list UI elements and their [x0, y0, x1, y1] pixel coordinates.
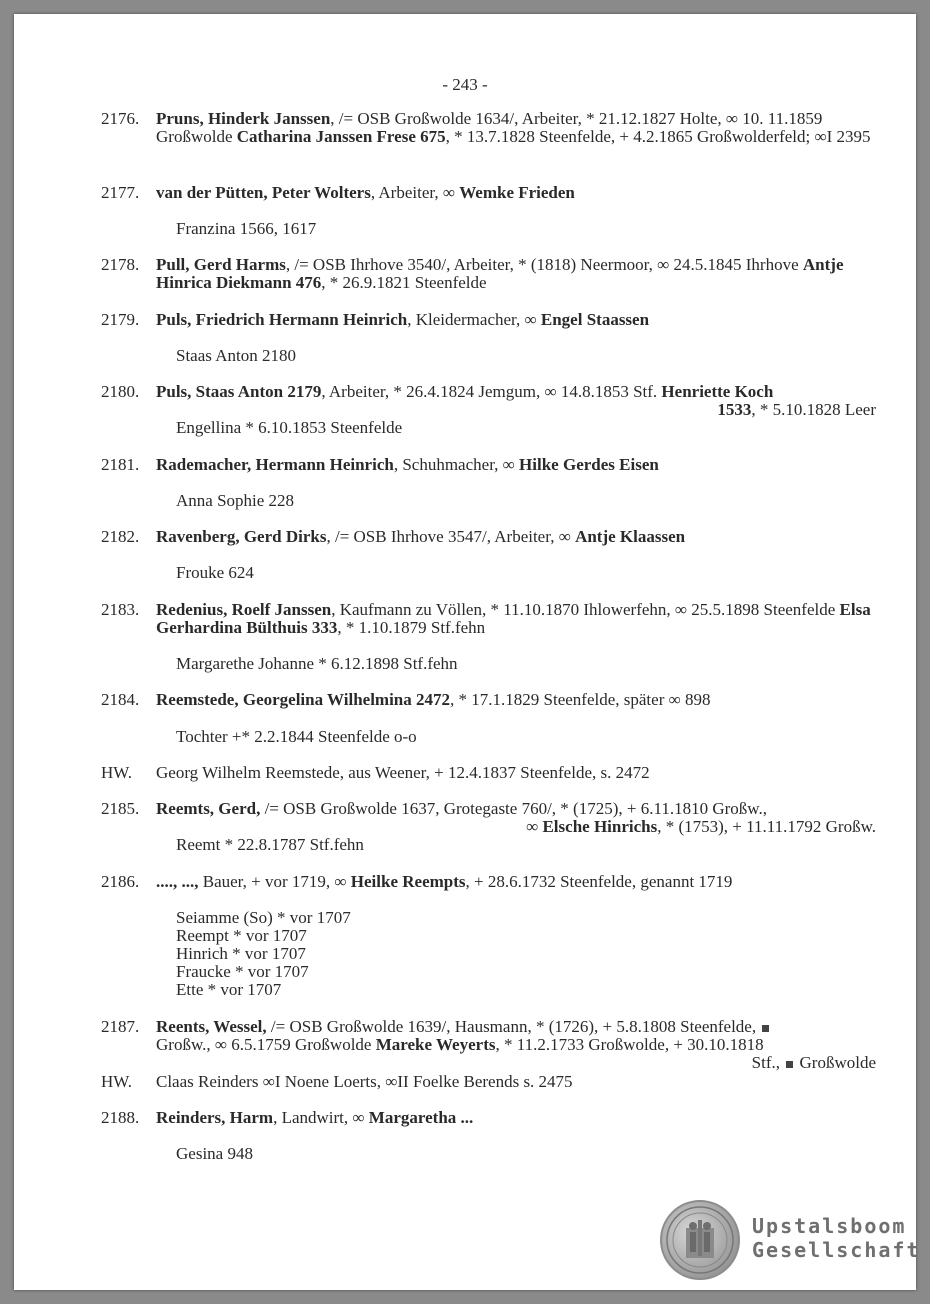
person-name: Pruns, Hinderk Janssen — [156, 109, 331, 128]
child-entry: Gesina 948 — [176, 1144, 253, 1163]
entry-number: 2176. — [101, 109, 140, 128]
child-entry: Hinrich * vor 1707 — [176, 944, 306, 963]
entry-text — [156, 691, 876, 709]
entry-2182 — [101, 528, 876, 546]
child-entry: Tochter +* 2.2.1844 Steenfelde o-o — [176, 727, 417, 746]
entry-text-continued — [156, 1054, 876, 1072]
spouse-name: Wemke Frieden — [459, 183, 575, 202]
spouse-name: Margaretha ... — [368, 1108, 474, 1127]
entry-text — [156, 311, 876, 329]
person-name: Reemts, Gerd, — [156, 799, 261, 818]
entry-2178 — [101, 256, 876, 292]
entry-text: Georg Wilhelm Reemstede, aus Weener, + 12.4.1837 Steenfelde, s. 2472 — [156, 763, 650, 782]
entry-number: 2181. — [101, 455, 140, 474]
child-list — [176, 220, 876, 238]
entry-text — [156, 456, 876, 474]
entry-2177 — [101, 184, 876, 202]
entry-text — [156, 800, 876, 818]
child-list — [176, 564, 876, 582]
child-entry: Reempt * vor 1707 — [176, 926, 307, 945]
entry-detail: , /= OSB Ihrhove 3540/, Arbeiter, * (1818) Neermoor, ∞ 24.5.1845 Ihrhove — [285, 255, 803, 274]
publisher-logo — [660, 1200, 920, 1290]
entry-detail: , * 17.1.1829 Steenfelde, später ∞ 898 — [450, 690, 711, 709]
entry-2184 — [101, 691, 876, 709]
entry-detail: Großwolde — [799, 1053, 876, 1072]
spouse-ref: 1533 — [717, 400, 752, 419]
child-list — [176, 655, 876, 673]
entry-number: 2183. — [101, 600, 140, 619]
child-list — [176, 728, 876, 746]
entry-number: 2178. — [101, 255, 140, 274]
entry-2183 — [101, 601, 876, 637]
spouse-name: Antje Hinrica Diekmann 476 — [156, 255, 844, 292]
child-entry: Frouke 624 — [176, 563, 254, 582]
person-name: Pull, Gerd Harms — [156, 255, 286, 274]
entry-2186 — [101, 873, 876, 891]
person-name: van der Pütten, Peter Wolters — [156, 183, 371, 202]
entry-detail: /= OSB Großwolde 1639/, Hausmann, * (1726), + 5.8.1808 Steenfelde, — [266, 1017, 761, 1036]
logo-line: Upstalsboom — [752, 1214, 907, 1238]
entry-number: HW. — [101, 1072, 133, 1091]
person-name: Reemstede, Georgelina Wilhelmina 2472 — [156, 690, 451, 709]
entry-text — [156, 184, 876, 202]
entry-detail: , Landwirt, ∞ — [273, 1108, 369, 1127]
entry-text — [156, 383, 876, 401]
document-page — [14, 14, 921, 1290]
person-name: Puls, Staas Anton 2179 — [156, 382, 322, 401]
child-list — [176, 1145, 876, 1163]
child-entry: Margarethe Johanne * 6.12.1898 Stf.fehn — [176, 654, 458, 673]
entry-text — [156, 601, 876, 637]
child-list — [176, 419, 876, 437]
entry-hw-2 — [101, 1073, 876, 1091]
entry-detail: , /= OSB Ihrhove 3547/, Arbeiter, ∞ — [326, 527, 576, 546]
entry-number: 2187. — [101, 1017, 140, 1036]
page-number: - 243 - — [442, 75, 488, 94]
entry-number: 2186. — [101, 872, 140, 891]
entry-detail: , + 28.6.1732 Steenfelde, genannt 1719 — [465, 872, 733, 891]
burial-icon — [762, 1025, 769, 1032]
entry-2188 — [101, 1109, 876, 1127]
entry-number: 2180. — [101, 382, 140, 401]
entry-detail: , * 26.9.1821 Steenfelde — [321, 273, 487, 292]
entry-text: Claas Reinders ∞I Noene Loerts, ∞II Foelke Berends s. 2475 — [156, 1072, 573, 1091]
entry-detail: , Schuhmacher, ∞ — [393, 455, 520, 474]
entry-text-continued — [156, 818, 876, 836]
child-entry: Franzina 1566, 1617 — [176, 219, 317, 238]
entry-detail: , Arbeiter, * 26.4.1824 Jemgum, ∞ 14.8.1853 Stf. — [321, 382, 662, 401]
entry-text — [156, 1018, 876, 1054]
entry-text — [156, 1109, 876, 1127]
entry-detail: , Kleidermacher, ∞ — [407, 310, 541, 329]
entry-detail: , * (1753), + 11.11.1792 Großw. — [657, 817, 876, 836]
entry-2187 — [101, 1018, 876, 1072]
entry-text — [156, 256, 876, 292]
child-entry: Staas Anton 2180 — [176, 346, 296, 365]
logo-text — [752, 1214, 921, 1262]
child-list — [176, 492, 876, 510]
entry-2179 — [101, 311, 876, 329]
person-name: Reents, Wessel, — [156, 1017, 267, 1036]
entry-number: 2184. — [101, 690, 140, 709]
child-entry: Ette * vor 1707 — [176, 980, 282, 999]
entry-text — [156, 528, 876, 546]
entry-detail: , * 11.2.1733 Großwolde, + 30.10.1818 — [495, 1035, 764, 1054]
spouse-name: Mareke Weyerts — [375, 1035, 496, 1054]
person-name: Rademacher, Hermann Heinrich — [156, 455, 394, 474]
entry-number: 2182. — [101, 527, 140, 546]
child-entry: Seiamme (So) * vor 1707 — [176, 908, 351, 927]
spouse-name: Engel Staassen — [540, 310, 650, 329]
person-name: Redenius, Roelf Janssen — [156, 600, 332, 619]
child-entry: Fraucke * vor 1707 — [176, 962, 309, 981]
spouse-name: Antje Klaassen — [575, 527, 686, 546]
child-list — [176, 909, 876, 999]
entry-detail: , * 1.10.1879 Stf.fehn — [337, 618, 486, 637]
spouse-name: Elsche Hinrichs — [542, 817, 658, 836]
entry-number: 2179. — [101, 310, 140, 329]
person-name: Puls, Friedrich Hermann Heinrich — [156, 310, 408, 329]
entry-detail: , /= OSB Großwolde 1634/, Arbeiter, * 21.12.1827 Holte, ∞ 10. 11.1859 Großwolde — [156, 109, 823, 146]
spouse-name: Heilke Reempts — [350, 872, 466, 891]
entry-detail: ∞ — [526, 817, 543, 836]
entry-text — [156, 110, 876, 146]
entry-2185 — [101, 800, 876, 836]
entry-number: 2177. — [101, 183, 140, 202]
entry-detail: , * 13.7.1828 Steenfelde, + 4.2.1865 Großwolderfeld; ∞I 2395 — [445, 127, 871, 146]
entry-detail: , Kaufmann zu Völlen, * 11.10.1870 Ihlowerfehn, ∞ 25.5.1898 Steenfelde — [331, 600, 840, 619]
burial-icon — [786, 1061, 793, 1068]
entry-hw-1 — [101, 764, 876, 782]
entry-number: 2188. — [101, 1108, 140, 1127]
spouse-name: Henriette Koch — [661, 382, 774, 401]
entry-detail: Großw., ∞ 6.5.1759 Großwolde — [156, 1035, 376, 1054]
entry-number: HW. — [101, 763, 133, 782]
entry-detail: Stf., — [751, 1053, 785, 1072]
child-entry: Engellina * 6.10.1853 Steenfelde — [176, 418, 403, 437]
spouse-name: Hilke Gerdes Eisen — [519, 455, 659, 474]
child-entry: Reemt * 22.8.1787 Stf.fehn — [176, 835, 364, 854]
seal-icon — [660, 1200, 740, 1280]
child-list — [176, 836, 876, 854]
person-name: Ravenberg, Gerd Dirks — [156, 527, 327, 546]
child-list — [176, 347, 876, 365]
spouse-name: Elsa Gerhardina Bülthuis 333 — [156, 600, 871, 637]
entry-2181 — [101, 456, 876, 474]
entry-number: 2185. — [101, 799, 140, 818]
entry-detail: Bauer, + vor 1719, ∞ — [198, 872, 351, 891]
entry-2180 — [101, 383, 876, 419]
child-entry: Anna Sophie 228 — [176, 491, 295, 510]
spouse-name: Catharina Janssen Frese 675 — [236, 127, 446, 146]
person-name: Reinders, Harm — [156, 1108, 274, 1127]
entry-text-continued — [156, 401, 876, 419]
entry-detail: , Arbeiter, ∞ — [370, 183, 460, 202]
person-name: ...., ..., — [156, 872, 199, 891]
entry-text — [156, 873, 876, 891]
entry-detail: /= OSB Großwolde 1637, Grotegaste 760/, * (1725), + 6.11.1810 Großw., — [260, 799, 767, 818]
logo-line: Gesellschaft — [752, 1238, 921, 1262]
entry-2176 — [101, 110, 876, 146]
entry-detail: , * 5.10.1828 Leer — [751, 400, 876, 419]
